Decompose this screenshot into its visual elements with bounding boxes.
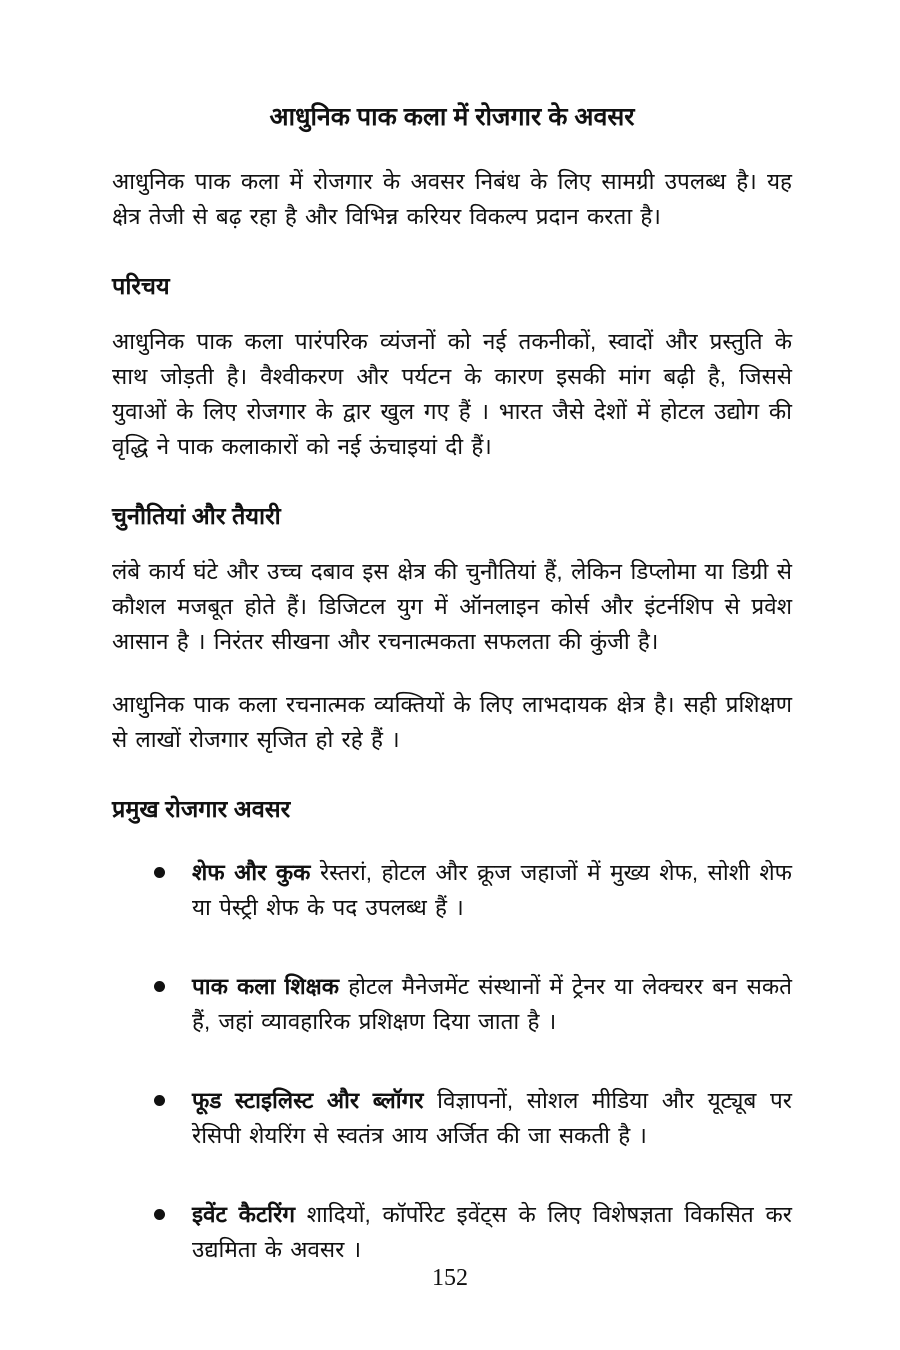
section-paragraph-parichay: आधुनिक पाक कला पारंपरिक व्यंजनों को नई तकनीकों, स्वादों और प्रस्तुति के साथ जोड़ती है। वैश्वीकरण और पर्यटन के कारण इसकी मांग बढ़ी है, जिससे युवाओं के लिए रोजगार के द्वार खुल गए हैं । भारत जैसे देशों में होटल उद्योग की वृद्धि ने पाक कलाकारों को नई ऊंचाइयां दी हैं।: [112, 329, 792, 459]
section-paragraph-chunautiyan-1: लंबे कार्य घंटे और उच्च दबाव इस क्षेत्र की चुनौतियां हैं, लेकिन डिप्लोमा या डिग्री से कौशल मजबूत होते हैं। डिजिटल युग में ऑनलाइन कोर्स और इंटर्नशिप से प्रवेश आसान है । निरंतर सीखना और रचनात्मकता सफलता की कुंजी है।: [112, 559, 792, 654]
bullet-list: [112, 855, 792, 1267]
bullet-item-teacher: [154, 969, 792, 1039]
section-heading-parichay: परिचय: [112, 273, 170, 299]
bullet-text: शादियों, कॉर्पोरेट इवेंट्स के लिए विशेषज्ञता विकसित कर उद्यमिता के अवसर ।: [192, 1202, 792, 1262]
section-heading-pramukh-rojgar: प्रमुख रोजगार अवसर: [112, 796, 291, 822]
page-content: [112, 100, 792, 1311]
bullet-lead: इवेंट कैटरिंग: [192, 1202, 295, 1227]
intro-paragraph: आधुनिक पाक कला में रोजगार के अवसर निबंध के लिए सामग्री उपलब्ध है। यह क्षेत्र तेजी से बढ़ रहा है और विभिन्न करियर विकल्प प्रदान करता है।: [112, 169, 792, 229]
page-number: 152: [432, 1265, 468, 1291]
bullet-text: रेस्तरां, होटल और क्रूज जहाजों में मुख्य शेफ, सोशी शेफ या पेस्ट्री शेफ के पद उपलब्ध हैं ।: [192, 860, 792, 920]
bullet-lead: पाक कला शिक्षक: [192, 974, 340, 999]
section-heading-chunautiyan: चुनौतियां और तैयारी: [112, 503, 281, 529]
bullet-dot-icon: [154, 867, 165, 878]
bullet-text: होटल मैनेजमेंट संस्थानों में ट्रेनर या लेक्चरर बन सकते हैं, जहां व्यावहारिक प्रशिक्षण दिया जाता है ।: [192, 974, 792, 1034]
bullet-item-stylist-blogger: [154, 1083, 792, 1153]
bullet-dot-icon: [154, 981, 165, 992]
bullet-dot-icon: [154, 1209, 165, 1220]
bullet-text: विज्ञापनों, सोशल मीडिया और यूट्यूब पर रेसिपी शेयरिंग से स्वतंत्र आय अर्जित की जा सकती है ।: [192, 1088, 793, 1148]
bullet-lead: फूड स्टाइलिस्ट और ब्लॉगर: [192, 1088, 424, 1113]
page-title: आधुनिक पाक कला में रोजगार के अवसर: [269, 103, 635, 131]
bullet-lead: शेफ और कुक: [192, 860, 311, 885]
bullet-item-event-catering: [154, 1197, 792, 1267]
bullet-item-chef: [154, 855, 792, 925]
section-paragraph-chunautiyan-2: आधुनिक पाक कला रचनात्मक व्यक्तियों के लिए लाभदायक क्षेत्र है। सही प्रशिक्षण से लाखों रोजगार सृजित हो रहे हैं ।: [112, 692, 792, 752]
bullet-dot-icon: [154, 1095, 165, 1106]
